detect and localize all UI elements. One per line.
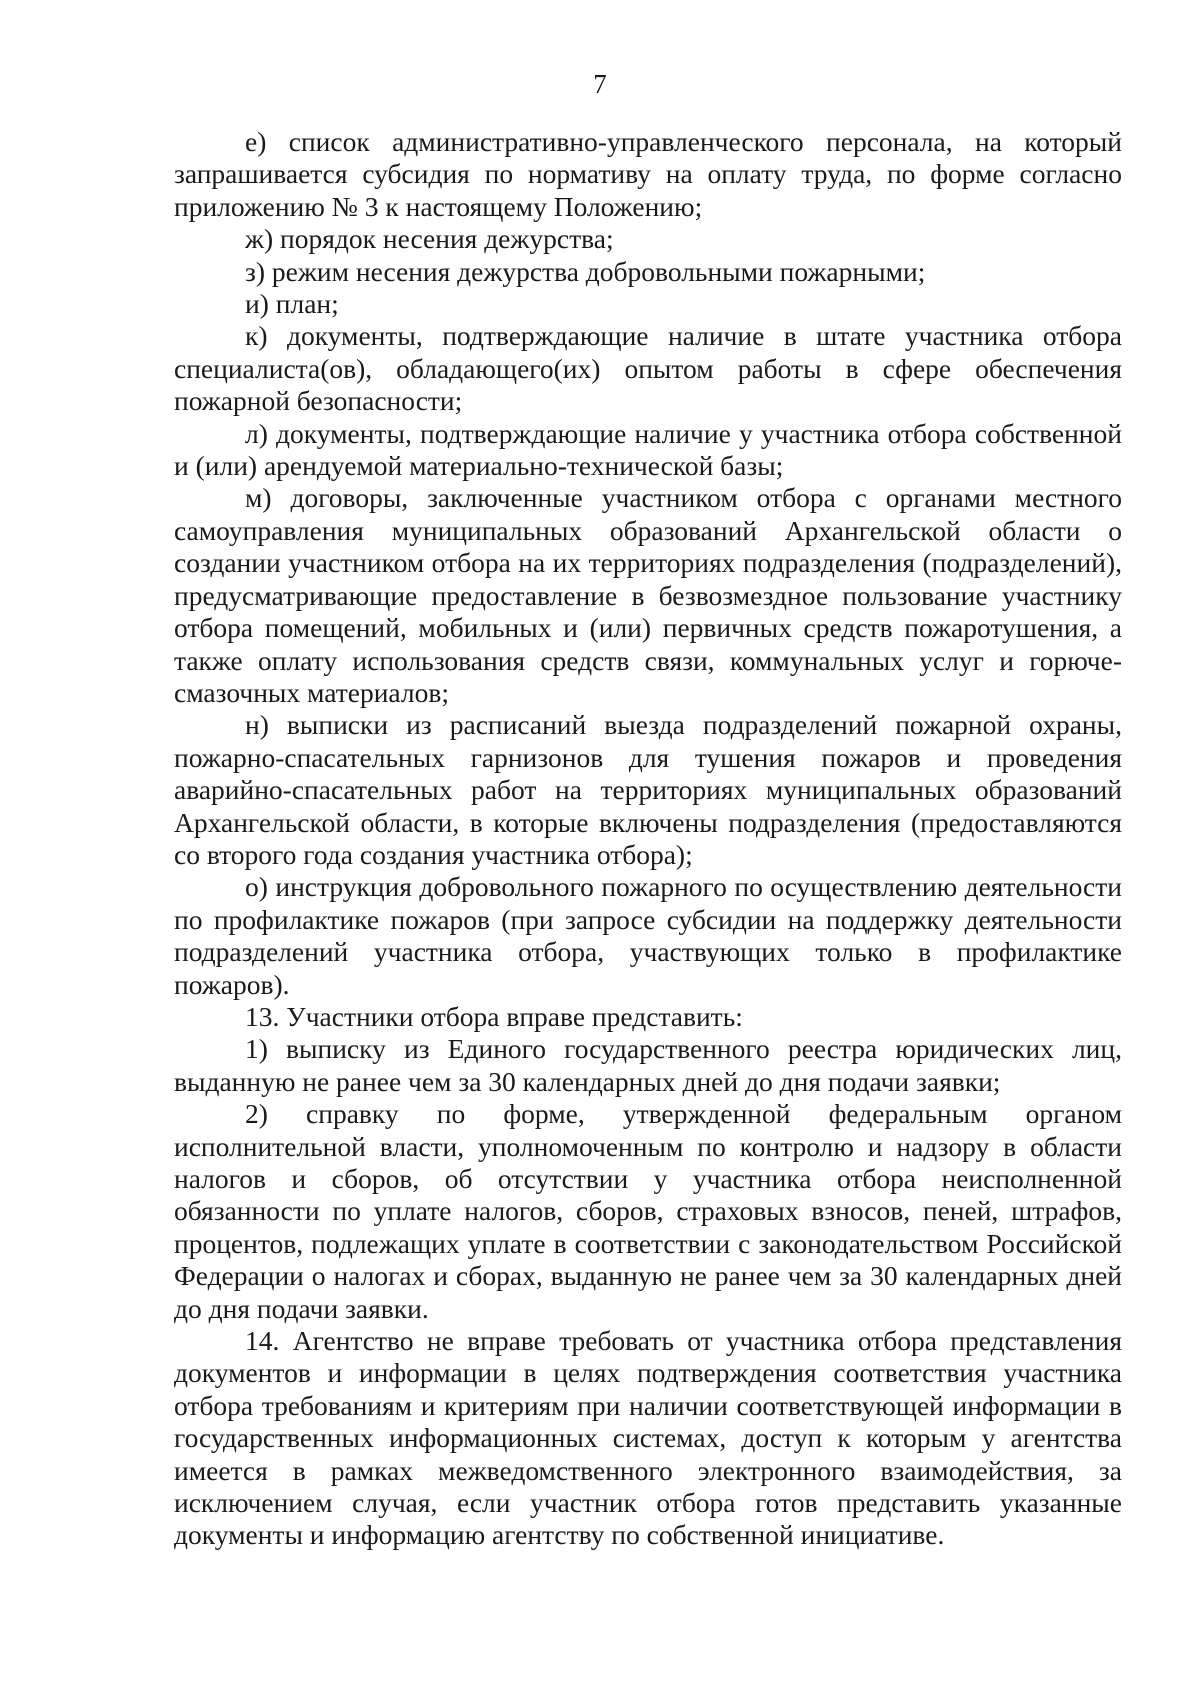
paragraph-item-l: л) документы, подтверждающие наличие у участника отбора собственной и (или) арендуемой материально-технической базы; [174, 417, 1122, 482]
paragraph-item-o: о) инструкция добровольного пожарного по осуществлению деятельности по профилактике пожаров (при запросе субсидии на поддержку деятельности подразделений участника отбора, участвующих только в профилактике пожаров). [174, 871, 1122, 1000]
section-13-item-2: 2) справку по форме, утвержденной федеральным органом исполнительной власти, уполномоченным по контролю и надзору в области налогов и сборов, об отсутствии у участника отбора неисполненной обязанности по уплате налогов, сборов, страховых взносов, пеней, штрафов, процентов, подлежащих уплате в соответствии с законодательством Российской Федерации о налогах и сборах, выданную не ранее чем за 30 календарных дней до дня подачи заявки. [174, 1098, 1122, 1324]
section-13-heading: 13. Участники отбора вправе представить: [245, 1000, 743, 1032]
paragraph-item-z: з) режим несения дежурства добровольными пожарными; [245, 255, 926, 287]
paragraph-item-n: н) выписки из расписаний выезда подразделений пожарной охраны, пожарно-спасательных гарнизонов для тушения пожаров и проведения аварийно-спасательных работ на территориях муниципальных образований Архангельской области, в которые включены подразделения (предоставляются со второго года создания участника отбора); [174, 709, 1122, 870]
document-body [174, 126, 1122, 1552]
paragraph-item-e: е) список административно-управленческого персонала, на который запрашивается субсидия по нормативу на оплату труда, по форме согласно приложению № 3 к настоящему Положению; [174, 126, 1122, 222]
paragraph-item-k: к) документы, подтверждающие наличие в штате участника отбора специалиста(ов), обладающего(их) опытом работы в сфере обеспечения пожарной безопасности; [174, 320, 1122, 417]
paragraph-item-i: и) план; [245, 288, 339, 320]
paragraph-item-m: м) договоры, заключенные участником отбора с органами местного самоуправления муниципальных образований Архангельской области о создании участником отбора на их территориях подразделения (подразделений), предусматривающие предоставление в безвозмездное пользование участнику отбора помещений, мобильных и (или) первичных средств пожаротушения, а также оплату использования средств связи, коммунальных услуг и горюче-смазочных материалов; [174, 482, 1122, 708]
page-number: 7 [593, 69, 607, 99]
paragraph-item-zh: ж) порядок несения дежурства; [245, 223, 614, 255]
section-13-item-1: 1) выписку из Единого государственного реестра юридических лиц, выданную не ранее чем за 30 календарных дней до дня подачи заявки; [174, 1033, 1122, 1097]
section-14-paragraph: 14. Агентство не вправе требовать от участника отбора представления документов и информации в целях подтверждения соответствия участника отбора требованиям и критериям при наличии соответствующей информации в государственных информационных системах, доступ к которым у агентства имеется в рамках межведомственного электронного взаимодействия, за исключением случая, если участник отбора готов представить указанные документы и информацию агентству по собственной инициативе. [174, 1325, 1122, 1551]
